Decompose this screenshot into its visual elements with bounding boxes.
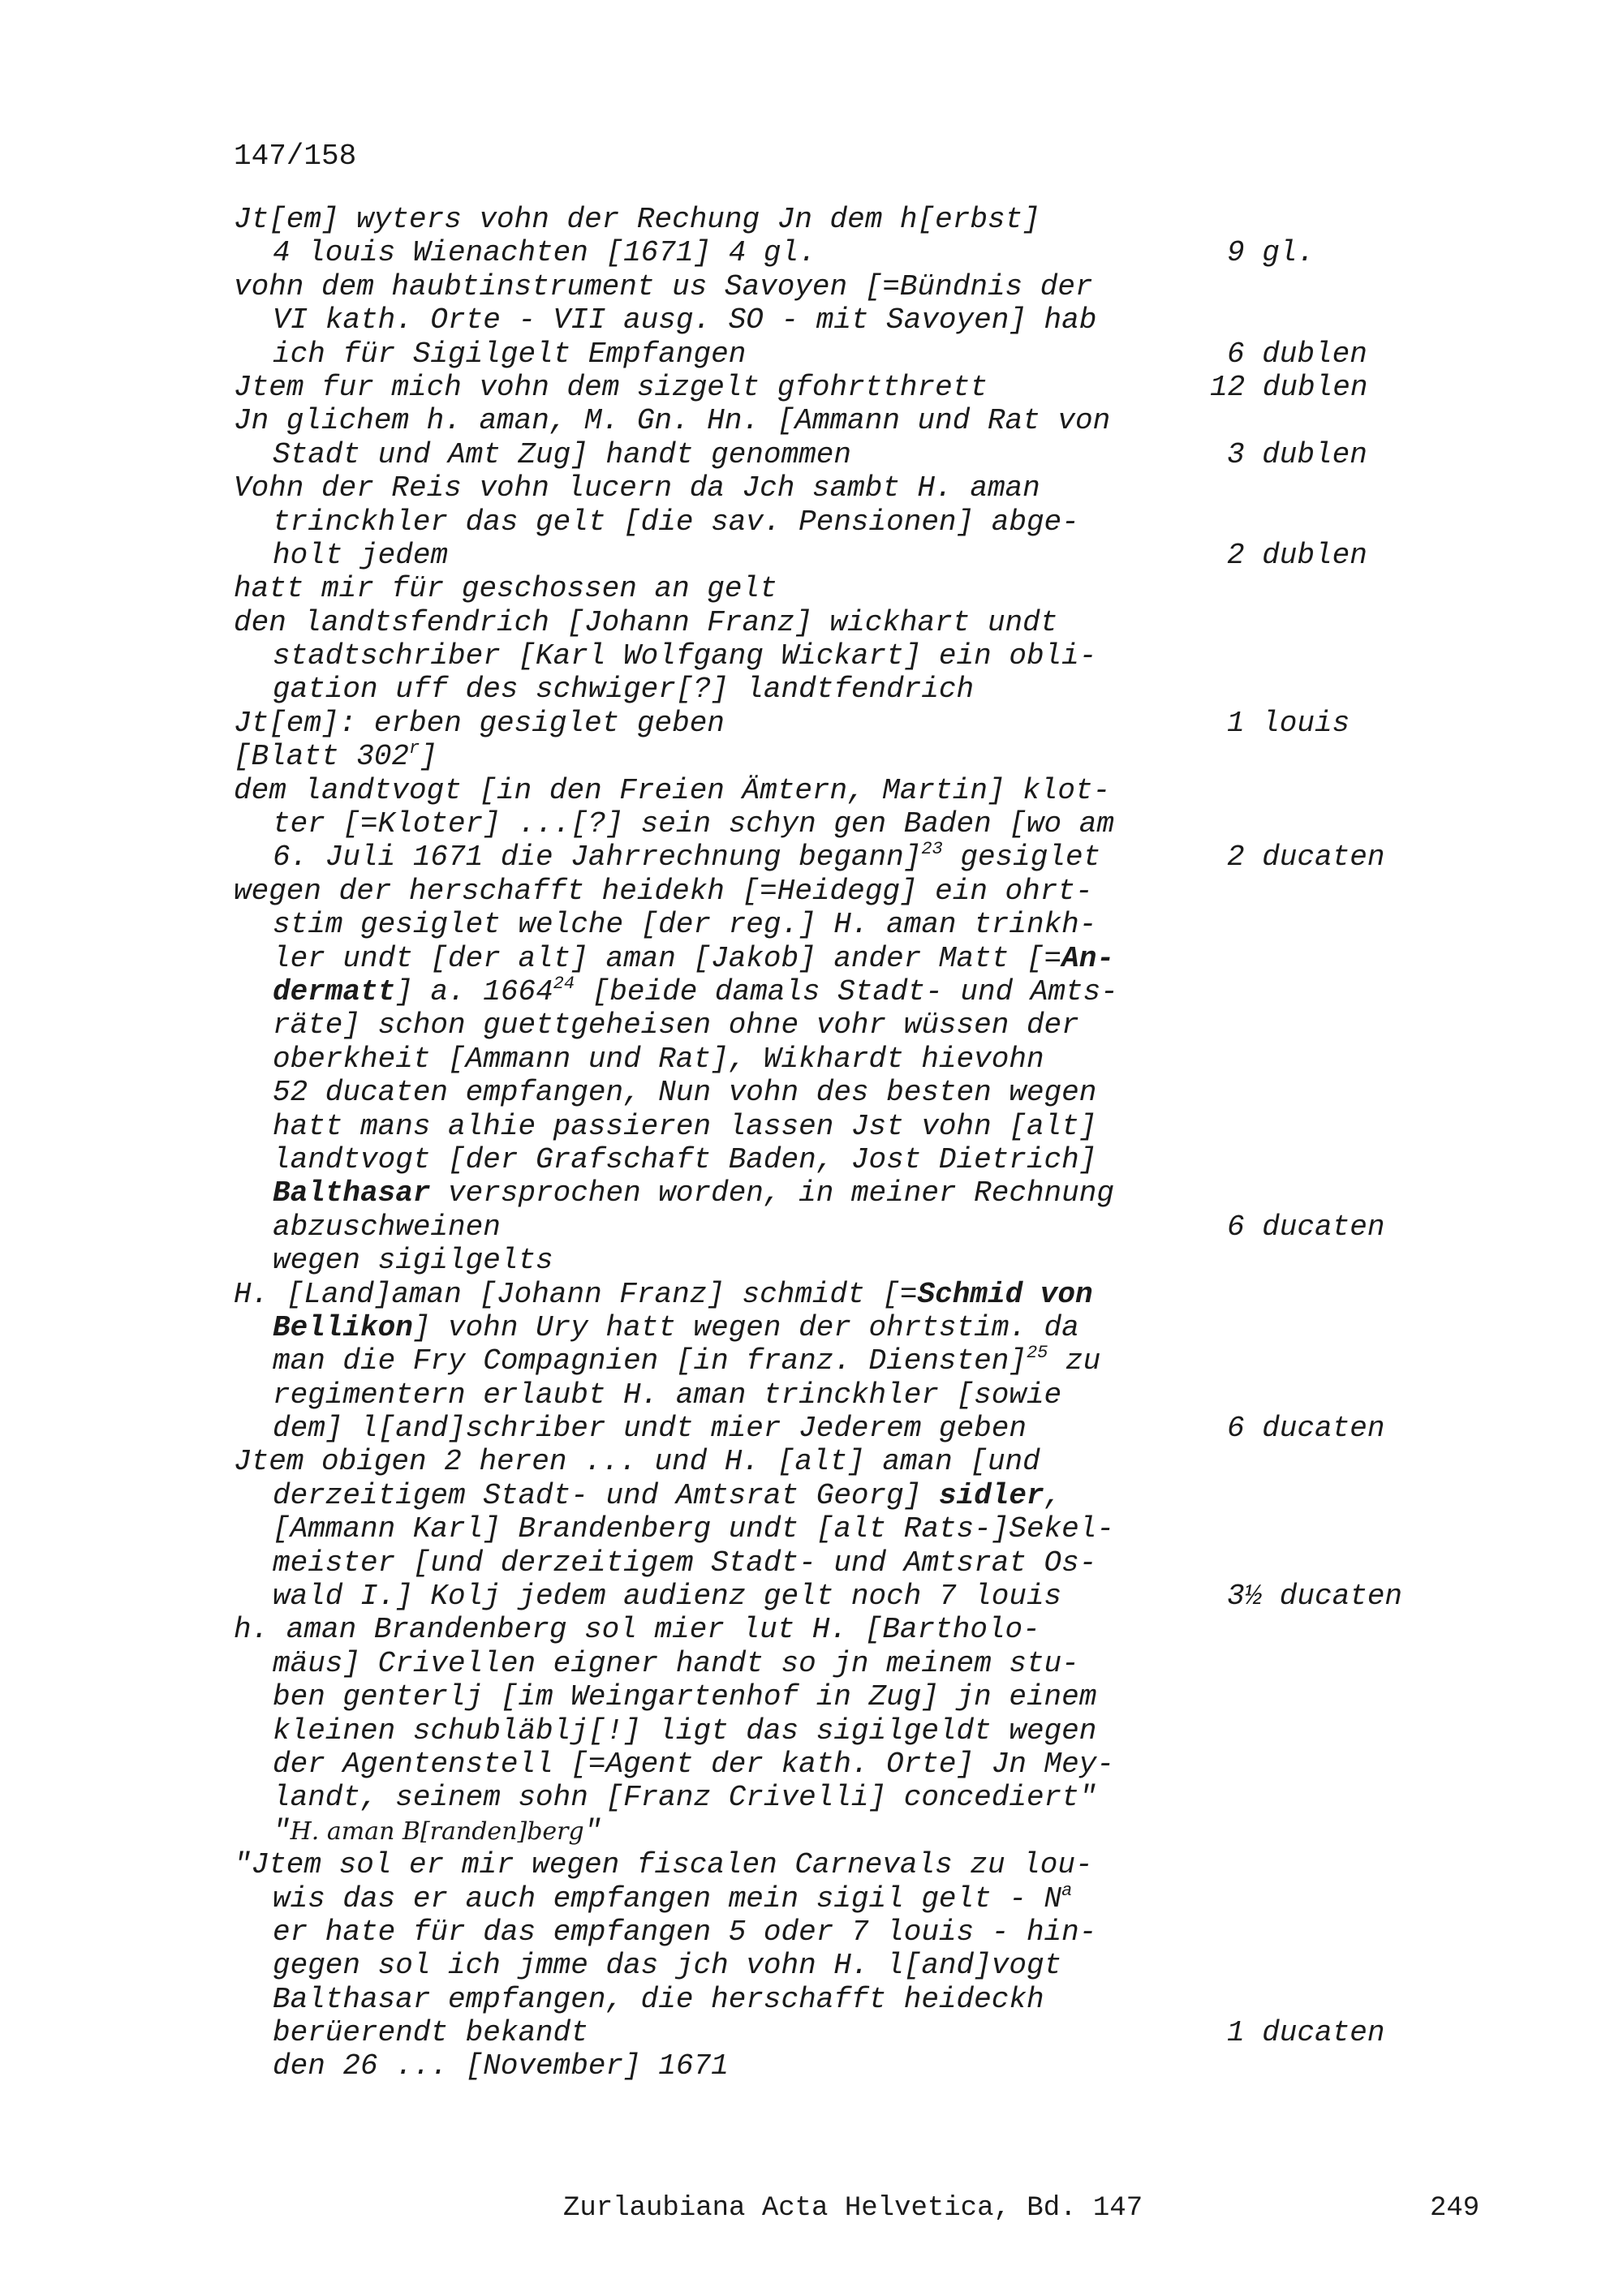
text-line: wald I.] Kolj jedem audienz gelt noch 7 louis 3½ ducaten <box>273 1580 1403 1614</box>
amount: 3½ ducaten <box>1227 1580 1403 1614</box>
text-line: abzuschweinen 6 ducaten <box>273 1210 1385 1244</box>
text-line: vohn dem haubtinstrument us Savoyen [=Bündnis der <box>234 269 1093 303</box>
text-line: [Ammann Karl] Brandenberg undt [alt Rats-]Sekel- <box>273 1512 1114 1546</box>
footnote-ref: 24 <box>553 973 575 994</box>
text-line: landtvogt [der Grafschaft Baden, Jost Dietrich] <box>273 1142 1097 1176</box>
text-line: wegen der herschafft heidekh [=Heidegg] ein ohrt- <box>234 874 1093 908</box>
amount: 2 ducaten <box>1227 841 1385 875</box>
text-line: Balthasar empfangen, die herschafft heideckh <box>273 1982 1044 2016</box>
text-line: gation uff des schwiger[?] landtfendrich <box>273 673 975 707</box>
text-line: man die Fry Compagnien [in franz. Diensten]$^{25}$ zu <box>273 1343 1101 1378</box>
amount: 9 gl. <box>1227 236 1315 270</box>
text-line: Jt[em]: erben gesiglet geben 1 louis <box>234 706 1350 740</box>
text-line: den landtsfendrich [Johann Franz] wickhart undt <box>234 605 1058 639</box>
text-line: 4 louis Wienachten [1671] 4 gl. 9 gl. <box>273 236 1315 270</box>
text-line: "Jtem sol er mir wegen fiscalen Carnevals zu lou- <box>234 1848 1093 1882</box>
amount: 12 dublen <box>1210 370 1368 404</box>
text-line: dermatt] a. 1664$^{24}$ [beide damals Stadt- und Amts- <box>273 973 1118 1008</box>
text-line: wis das er auch empfangen mein sigil gelt - $N^a$ <box>273 1880 1073 1915</box>
text-line: H. [Land]aman [Johann Franz] schmidt [=Schmid von <box>234 1277 1093 1311</box>
footnote-ref: 25 <box>1026 1343 1048 1364</box>
text-line: Balthasar versprochen worden, in meiner Rechnung <box>273 1176 1114 1210</box>
text-line: meister [und derzeitigem Stadt- und Amtsrat Os- <box>273 1546 1097 1580</box>
text-line: Jtem obigen 2 heren ... und H. [alt] aman [und <box>234 1445 1040 1479</box>
text-line: Jt[em] wyters vohn der Rechung Jn dem h[erbst] <box>234 203 1040 236</box>
text-line: ben genterlj [im Weingartenhof in Zug] jn einem <box>273 1680 1097 1714</box>
text-line: räte] schon guettgeheisen ohne vohr wüssen der <box>273 1008 1079 1043</box>
text-line: er hate für das empfangen 5 oder 7 louis - hin- <box>273 1915 1097 1949</box>
footer-title: Zurlaubiana Acta Helvetica, Bd. 147 <box>563 2193 1143 2224</box>
text-line: "H. aman B[randen]berg" <box>273 1814 602 1848</box>
text-line: holt jedem 2 dublen <box>273 538 1367 572</box>
amount: 2 dublen <box>1227 538 1367 572</box>
text-line: stim gesiglet welche [der reg.] H. aman trinkh- <box>273 908 1097 942</box>
text-line: VI kath. Orte - VII ausg. SO - mit Savoyen] hab <box>273 303 1097 338</box>
text-line: hatt mans alhie passieren lassen Jst vohn [alt] <box>273 1109 1097 1143</box>
text-line: wegen sigilgelts <box>273 1244 553 1278</box>
text-line: trinckhler das gelt [die sav. Pensionen] abge- <box>273 505 1079 539</box>
document-body <box>234 203 1410 2083</box>
text-line: Stadt und Amt Zug] handt genommen 3 dublen <box>273 437 1367 471</box>
text-line: hatt mir für geschossen an gelt <box>234 572 777 606</box>
text-line: Jn glichem h. aman, M. Gn. Hn. [Ammann und Rat von <box>234 404 1111 438</box>
document-id: 147/158 <box>234 140 357 173</box>
text-line: den 26 ... [November] 1671 <box>273 2049 729 2083</box>
text-line: stadtschriber [Karl Wolfgang Wickart] ein obli- <box>273 639 1097 673</box>
amount: 6 ducaten <box>1227 1210 1385 1244</box>
amount: 1 louis <box>1227 706 1350 740</box>
amount: 3 dublen <box>1227 437 1367 471</box>
text-line: 52 ducaten empfangen, Nun vohn des besten wegen <box>273 1076 1097 1110</box>
page-number: 249 <box>1430 2193 1480 2224</box>
text-line: [Blatt 302$^r$] <box>234 738 437 774</box>
text-line: ter [=Kloter] ...[?] sein schyn gen Baden [wo am <box>273 807 1114 841</box>
text-line: mäus] Crivellen eigner handt so jn meinem stu- <box>273 1646 1079 1680</box>
text-line: Bellikon] vohn Ury hatt wegen der ohrtstim. da <box>273 1310 1079 1344</box>
text-line: regimentern erlaubt H. aman trinckhler [sowie <box>273 1378 1062 1412</box>
text-line: Jtem fur mich vohn dem sizgelt gfohrtthrett 12 dublen <box>234 370 1368 404</box>
text-line: Vohn der Reis vohn lucern da Jch sambt H. aman <box>234 471 1040 505</box>
amount: 6 dublen <box>1227 337 1367 371</box>
handwritten-signature: H. aman B[randen]berg <box>290 1817 584 1846</box>
text-line: berüerendt bekandt 1 ducaten <box>273 2016 1385 2050</box>
text-line: 6. Juli 1671 die Jahrrechnung begann]$^{23}$ gesiglet 2 ducaten <box>273 839 1385 875</box>
text-line: ich für Sigilgelt Empfangen 6 dublen <box>273 337 1367 371</box>
text-line: oberkheit [Ammann und Rat], Wikhardt hievohn <box>273 1042 1044 1076</box>
text-line: gegen sol ich jmme das jch vohn H. l[and]vogt <box>273 1949 1062 1983</box>
amount: 6 ducaten <box>1227 1412 1385 1446</box>
text-line: derzeitigem Stadt- und Amtsrat Georg] sidler, <box>273 1478 1062 1512</box>
amount: 1 ducaten <box>1227 2016 1385 2050</box>
text-line: dem landtvogt [in den Freien Ämtern, Martin] klot- <box>234 773 1111 807</box>
text-line: der Agentenstell [=Agent der kath. Orte] Jn Mey- <box>273 1747 1114 1781</box>
text-line: ler undt [der alt] aman [Jakob] ander Matt [=An- <box>273 941 1114 975</box>
footnote-ref: 23 <box>921 839 943 860</box>
text-line: h. aman Brandenberg sol mier lut H. [Bartholo- <box>234 1613 1040 1647</box>
text-line: dem] l[and]schriber undt mier Jederem geben 6 ducaten <box>273 1412 1385 1446</box>
text-line: landt, seinem sohn [Franz Crivelli] concediert" <box>273 1781 1097 1815</box>
text-line: kleinen schubläblj[!] ligt das sigilgeldt wegen <box>273 1713 1097 1748</box>
